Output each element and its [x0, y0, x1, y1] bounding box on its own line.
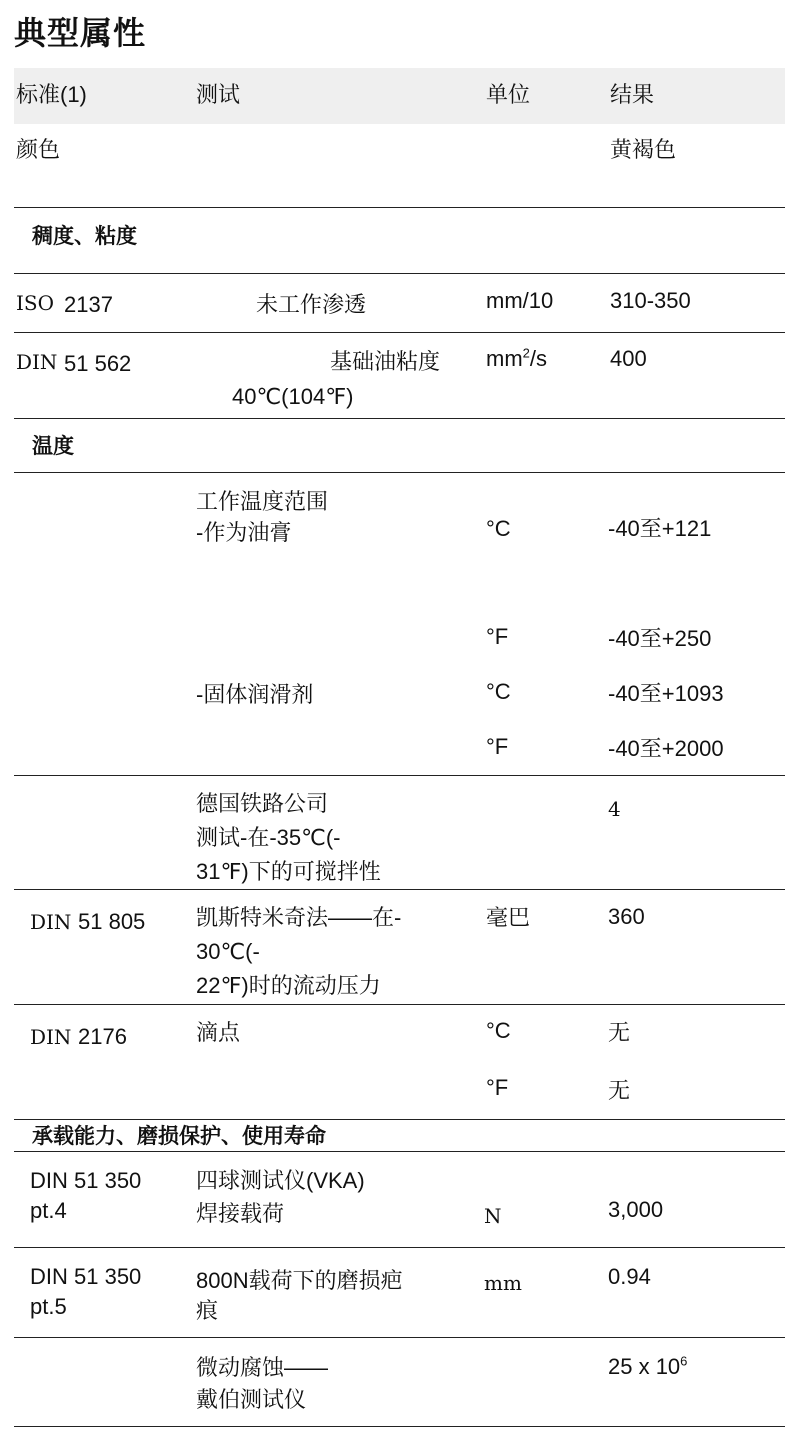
header-test: 测试: [196, 82, 241, 107]
unit-penetration: mm/10: [486, 288, 554, 313]
divider: [14, 207, 785, 208]
result-fretting: 25 x $10^6$: [608, 1353, 688, 1379]
result-dropping-f: 无: [608, 1078, 631, 1103]
test-four-ball-wear-line1: 800N载荷下的磨损疤: [196, 1268, 403, 1293]
unit-solid-c: °C: [486, 679, 511, 704]
unit-dropping-f: °F: [486, 1075, 509, 1100]
color-label: 颜色: [16, 137, 61, 162]
divider: [14, 332, 785, 333]
std-four-ball-weld-line2: pt.4: [30, 1198, 67, 1223]
test-fretting-line1: 微动腐蚀——: [196, 1355, 329, 1380]
divider: [14, 1247, 785, 1248]
divider: [14, 472, 785, 473]
table-header: [14, 68, 785, 124]
std-din: DIN: [30, 1025, 72, 1049]
unit-four-ball-wear: mm: [484, 1271, 522, 1295]
test-op-temp-line1: 工作温度范围: [196, 489, 329, 514]
header-result: 结果: [610, 82, 655, 107]
divider: [14, 1426, 785, 1427]
result-solid-f: -40至+2000: [608, 736, 724, 761]
divider: [14, 889, 785, 890]
result-db: 4: [608, 797, 621, 821]
unit-op-temp-c: °C: [486, 516, 511, 541]
std-din: DIN: [16, 350, 58, 374]
std-four-ball-wear-line1: DIN 51 350: [30, 1264, 142, 1289]
color-value: 黄褐色: [610, 137, 677, 162]
divider: [14, 1004, 785, 1005]
unit-solid-f: °F: [486, 734, 509, 759]
header-unit: 单位: [486, 82, 531, 107]
result-penetration: 310-350: [610, 288, 691, 313]
unit-kesternich: 毫巴: [486, 905, 531, 930]
test-four-ball-weld-line1: 四球测试仪(VKA): [196, 1168, 365, 1193]
section-consistency: 稠度、粘度: [32, 224, 137, 248]
page-title: 典型属性: [14, 14, 147, 52]
section-temperature: 温度: [32, 434, 74, 458]
test-four-ball-weld-line2: 焊接载荷: [196, 1201, 285, 1226]
result-dropping-c: 无: [608, 1020, 631, 1045]
std-din-number: 2176: [78, 1024, 127, 1049]
result-solid-c: -40至+1093: [608, 681, 724, 706]
header-standard: 标准(1): [16, 82, 87, 107]
divider: [14, 273, 785, 274]
test-viscosity-line2: 40℃(104℉): [232, 384, 354, 409]
test-kesternich-line2: 30℃(-: [196, 939, 260, 964]
unit-viscosity: $mm^2/s$: [486, 345, 548, 371]
test-fretting-line2: 戴伯测试仪: [196, 1387, 307, 1412]
std-four-ball-wear-line2: pt.5: [30, 1294, 67, 1319]
test-kesternich-line1: 凯斯特米奇法——在-: [196, 905, 402, 930]
unit-op-temp-f: °F: [486, 624, 509, 649]
std-iso: ISO: [16, 291, 54, 315]
test-solid-lubricant: -固体润滑剂: [196, 682, 314, 707]
result-four-ball-weld: 3,000: [608, 1197, 664, 1222]
std-din: DIN: [30, 910, 72, 934]
test-kesternich-line3: 22℉)时的流动压力: [196, 973, 381, 998]
std-iso-number: 2137: [64, 292, 113, 317]
result-op-temp-c: -40至+121: [608, 516, 712, 541]
test-op-temp-line2: -作为油膏: [196, 520, 292, 545]
test-four-ball-wear-line2: 痕: [196, 1298, 219, 1323]
test-viscosity-line1: 基础油粘度: [330, 349, 441, 374]
test-db-line1: 德国铁路公司: [196, 791, 329, 816]
std-din-number: 51 562: [64, 351, 132, 376]
divider: [14, 1119, 785, 1120]
divider: [14, 418, 785, 419]
divider: [14, 1337, 785, 1338]
unit-dropping-c: °C: [486, 1018, 511, 1043]
unit-four-ball-weld: N: [484, 1204, 502, 1228]
result-kesternich: 360: [608, 904, 645, 929]
divider: [14, 775, 785, 776]
test-penetration: 未工作渗透: [256, 292, 367, 317]
result-four-ball-wear: 0.94: [608, 1264, 651, 1289]
std-din-number: 51 805: [78, 909, 146, 934]
test-dropping-point: 滴点: [196, 1020, 241, 1045]
std-four-ball-weld-line1: DIN 51 350: [30, 1168, 142, 1193]
result-op-temp-f: -40至+250: [608, 626, 712, 651]
divider: [14, 1151, 785, 1152]
test-db-line3: 31℉)下的可搅拌性: [196, 859, 381, 884]
result-viscosity: 400: [610, 346, 647, 371]
section-load: 承载能力、磨损保护、使用寿命: [32, 1124, 326, 1148]
test-db-line2: 测试-在-35℃(-: [196, 825, 341, 850]
